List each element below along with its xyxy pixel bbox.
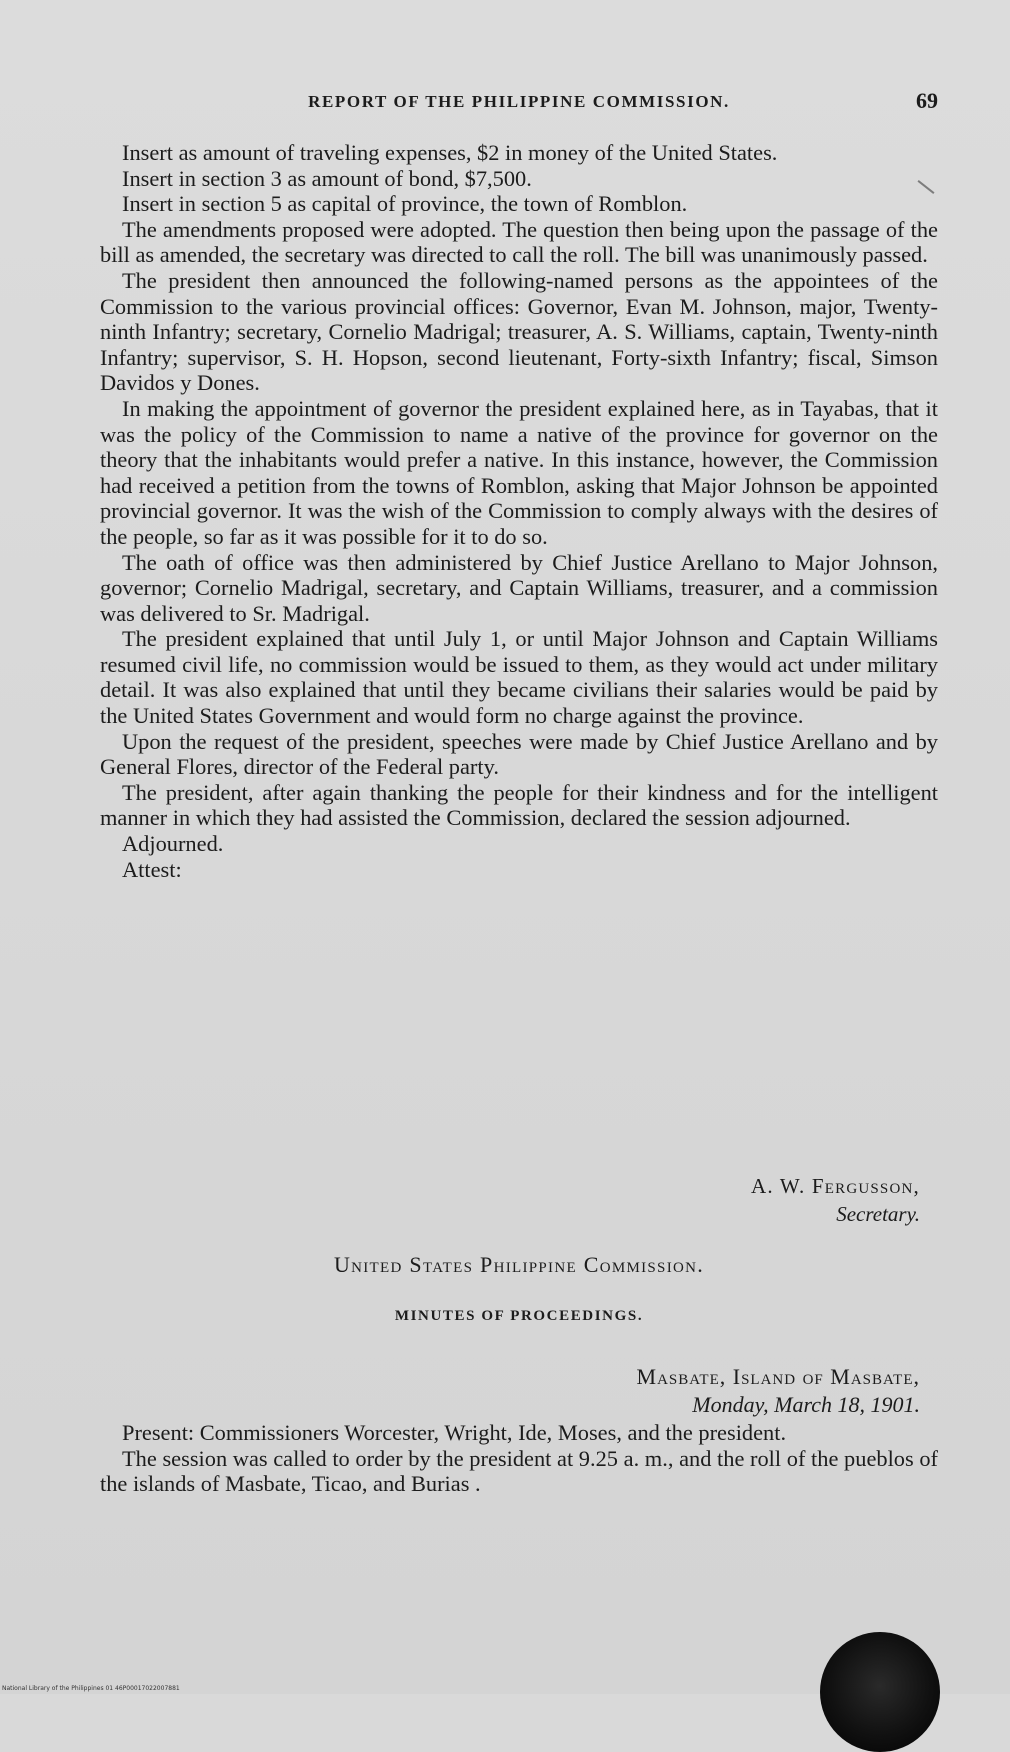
paragraph: Insert as amount of traveling expenses, $2 in money of the United States. bbox=[122, 140, 778, 165]
attest-line: Attest: bbox=[122, 856, 182, 882]
body-text bbox=[100, 140, 938, 882]
signatory-title: Secretary. bbox=[836, 1202, 920, 1226]
paragraph: Upon the request of the president, speeches were made by Chief Justice Arellano and by General Flores, director of the Federal party. bbox=[100, 728, 938, 780]
commission-heading: United States Philippine Commission. bbox=[333, 1252, 705, 1277]
signature-block bbox=[0, 1174, 920, 1234]
adjourned-line: Adjourned. bbox=[122, 831, 224, 857]
paragraph: Insert in section 5 as capital of province, the town of Romblon. bbox=[122, 191, 688, 217]
page-number: 69 bbox=[916, 88, 938, 113]
session-date: Monday, March 18, 1901. bbox=[692, 1392, 920, 1417]
paragraph: Insert in section 3 as amount of bond, $7,500. bbox=[122, 165, 532, 191]
scan-thumb-shadow bbox=[820, 1632, 940, 1752]
session-place: Masbate, Island of Masbate, bbox=[636, 1364, 920, 1389]
paragraph: Present: Commissioners Worcester, Wright, Ide, Moses, and the president. bbox=[122, 1420, 787, 1445]
paragraph: The oath of office was then administered by Chief Justice Arellano to Major Johnson, governor; Cornelio Madrigal, secretary, and Captain Williams, treasurer, and a commission was delivered to Sr. Madrigal. bbox=[100, 549, 938, 626]
paragraph: The session was called to order by the president at 9.25 a. m., and the roll of the pueblos of the islands of Masbate, Ticao, and Burias . bbox=[100, 1445, 938, 1497]
page-header bbox=[100, 90, 938, 120]
running-head: REPORT OF THE PHILIPPINE COMMISSION. bbox=[308, 92, 730, 111]
paragraph: The amendments proposed were adopted. The question then being upon the passage of the bill as amended, the secretary was directed to call the roll. The bill was unanimously passed. bbox=[100, 216, 938, 268]
paragraph: The president, after again thanking the people for their kindness and for the intelligent manner in which they had assisted the Commission, declared the session adjourned. bbox=[100, 779, 938, 831]
minutes-heading: MINUTES OF PROCEEDINGS. bbox=[394, 1308, 644, 1324]
scan-footer-note: National Library of the Philippines 01 46P00017022007881 bbox=[2, 1685, 180, 1692]
paragraph: The president explained that until July 1, or until Major Johnson and Captain Williams resumed civil life, no commission would be issued to them, as they would act under military detail. It was also explained that until they became civilians their salaries would be paid by the United States Government and would form no charge against the province. bbox=[100, 626, 938, 729]
minutes-body-text bbox=[100, 1420, 938, 1497]
signatory-name: A. W. Fergusson, bbox=[751, 1174, 920, 1198]
paragraph: The president then announced the following-named persons as the appointees of the Commission to the various provincial offices: Governor, Evan M. Johnson, major, Twenty-ninth Infantry; secretary, Cornelio Madrigal; treasurer, A. S. Williams, captain, Twenty-ninth Infantry; supervisor, S. H. Hopson, second lieutenant, Forty-sixth Infantry; fiscal, Simson Davidos y Dones. bbox=[100, 267, 938, 396]
paragraph: In making the appointment of governor the president explained here, as in Tayabas, that it was the policy of the Commission to name a native of the province for governor on the theory that the inhabitants would prefer a native. In this instance, however, the Commission had received a petition from the towns of Romblon, asking that Major Johnson be appointed provincial governor. It was the wish of the Commission to comply always with the desires of the people, so far as it was possible for it to do so. bbox=[100, 395, 938, 549]
